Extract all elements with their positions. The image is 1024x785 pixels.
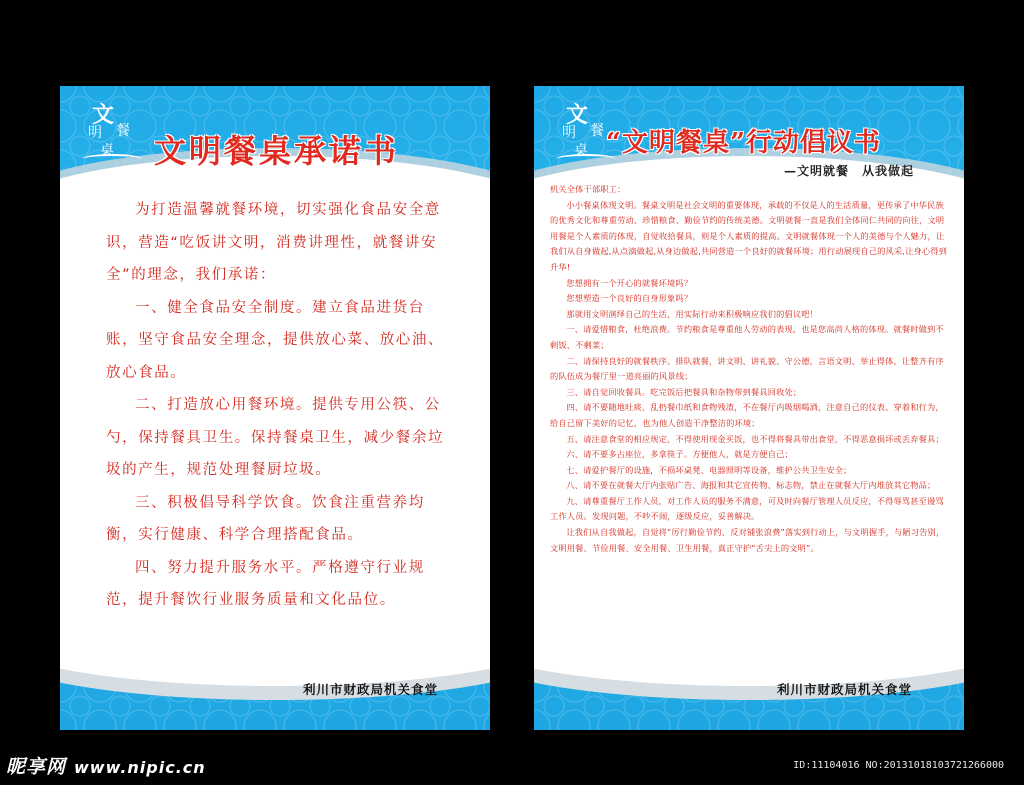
- paragraph: 那就用文明演绎自己的生活，用实际行动来积极响应我们的倡议吧！: [566, 308, 819, 319]
- paragraph: 小小餐桌体现文明。餐桌文明是社会文明的重要体现，承载的不仅是人的生活质量，更传承了中华民族的优秀文化和尊重劳动、珍惜粮食、勤俭节约的传统美德。文明就餐一直是我们全体同仁共同的向往，文明用餐是个人素质的体现，自觉收拾餐具，则是个人素质的提高。文明就餐体现一个人的美德与个人魅力，让我们从自身做起,从点滴做起,从身边做起,共同营造一个良好的就餐环境；用行动展现自己的风采,让身心得到升华!: [550, 199, 948, 272]
- paragraph: 让我们从自我做起，自觉将“厉行勤俭节约、反对铺张浪费”落实到行动上，与文明握手，与陋习告别，文明用餐、节俭用餐、安全用餐、卫生用餐，真正守护“舌尖上的文明”。: [550, 527, 945, 553]
- paragraph: 五、请注意食堂的相应规定，不得使用现金买饭，也不得将餐具带出食堂，不得恶意损坏或丢弃餐具；: [566, 433, 944, 444]
- logo-char: 桌: [100, 143, 114, 159]
- paragraph: 为打造温馨就餐环境，切实强化食品安全意识，营造“吃饭讲文明，消费讲理性，就餐讲安全”的理念，我们承诺：: [106, 202, 441, 283]
- logo-char: 桌: [574, 143, 588, 159]
- site-watermark: [6, 752, 206, 779]
- paragraph: 四、努力提升服务水平。严格遵守行业规范，提升餐饮行业服务质量和文化品位。: [106, 559, 425, 608]
- logo-char: 明: [562, 125, 576, 141]
- paragraph: 三、积极倡导科学饮食。饮食注重营养均衡，实行健康、科学合理搭配食品。: [106, 494, 425, 543]
- paragraph: 七、请爱护餐厅的设施，不损坏桌凳、电器照明等设备，维护公共卫生安全；: [566, 464, 852, 475]
- watermark-brand: 昵享网: [6, 756, 67, 778]
- commitment-poster: [60, 86, 490, 730]
- poster-footer: 利川市财政局机关食堂: [776, 682, 912, 697]
- paragraph: 四、请不要随地吐痰、乱扔餐巾纸和食物残渣，不在餐厅内吸烟喝酒，注意自己的仪表、穿着和行为，给自己留下美好的记忆，也为他人创造干净整洁的环境；: [550, 402, 944, 428]
- image-id-watermark: ID:11104016 NO:20131018103721266000: [793, 760, 1004, 771]
- paragraph: 您想塑造一个良好的自身形象吗？: [566, 293, 693, 304]
- civilized-table-logo: [82, 96, 144, 168]
- poster-footer: 利川市财政局机关食堂: [302, 682, 438, 697]
- logo-char: 餐: [590, 123, 604, 139]
- logo-char: 明: [88, 125, 102, 141]
- proposal-poster: [534, 86, 964, 730]
- paragraph: 一、健全食品安全制度。建立食品进货台账，坚守食品安全理念，提供放心菜、放心油、放心食品。: [106, 299, 445, 381]
- watermark-url: www.nipic.cn: [74, 758, 206, 777]
- paragraph: 二、打造放心用餐环境。提供专用公筷、公勺，保持餐具卫生。保持餐桌卫生，减少餐余垃圾的产生，规范处理餐厨垃圾。: [106, 397, 445, 478]
- bottom-arc: [534, 576, 964, 686]
- poster-title: 文明餐桌承诺书: [154, 132, 400, 170]
- paragraph: 八、请不要在就餐大厅内张贴广告、海报和其它宣传物、标志物，禁止在就餐大厅内堆放其它物品；: [566, 480, 936, 491]
- logo-char: 餐: [116, 123, 130, 139]
- paragraph: 六、请不要多占座位，多拿筷子。方便他人，就是方便自己；: [566, 449, 793, 460]
- poster-subtitle: —文明就餐 从我做起: [783, 164, 914, 178]
- paragraph: 九、请尊重餐厅工作人员，对工作人员的服务不满意，可及时向餐厅管理人员反应，不得辱骂甚至谩骂工作人员。发现问题，不吵不闹，逐级反应，妥善解决。: [550, 495, 944, 522]
- logo-char: 文: [566, 102, 589, 128]
- logo-char: 文: [92, 102, 115, 128]
- commitment-body: [106, 194, 452, 617]
- paragraph: 一、请爱惜粮食，杜绝浪费。节约粮食是尊重他人劳动的表现，也是您高尚人格的体现。就餐时做到不剩饭、不剩菜；: [550, 324, 944, 350]
- paragraph: 您想拥有一个开心的就餐环境吗？: [566, 277, 693, 288]
- paragraph: 二、请保持良好的就餐秩序。排队就餐，讲文明、讲礼貌、守公德，言语文明、举止得体，让整齐有序的队伍成为餐厅里一道亮丽的风景线；: [550, 355, 944, 382]
- logo-swoosh: [82, 154, 142, 164]
- proposal-body: [550, 182, 950, 556]
- paragraph: 三、请自觉回收餐具。吃完饭后把餐具和杂物带到餐具回收处；: [566, 386, 802, 397]
- poster-title: “文明餐桌”行动倡议书: [606, 128, 881, 158]
- salutation: 机关全体干部职工：: [550, 184, 626, 194]
